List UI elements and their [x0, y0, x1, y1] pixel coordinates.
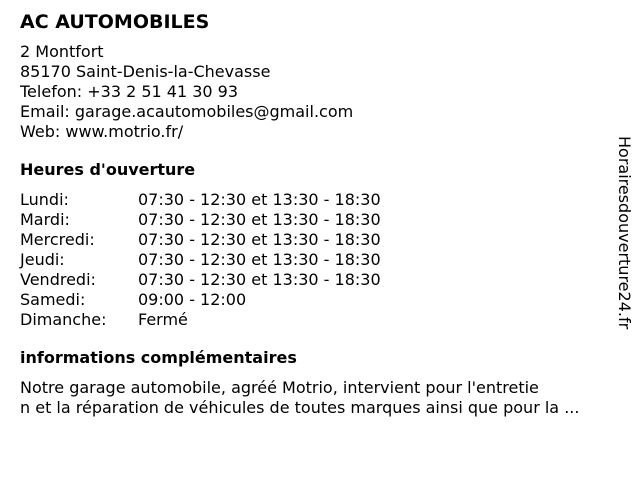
info-text-line: Notre garage automobile, agréé Motrio, intervient pour l'entretie [20, 378, 539, 397]
phone-line: Telefon: +33 2 51 41 30 93 [20, 82, 239, 101]
address-city: 85170 Saint-Denis-la-Chevasse [20, 62, 271, 81]
business-card [20, 10, 620, 418]
day-hours: 07:30 - 12:30 et 13:30 - 18:30 [138, 250, 381, 269]
day-hours: 07:30 - 12:30 et 13:30 - 18:30 [138, 190, 381, 209]
hours-row-monday [20, 190, 620, 210]
hours-row-thursday [20, 250, 620, 270]
day-label: Jeudi: [20, 250, 65, 269]
day-label: Dimanche: [20, 310, 107, 329]
day-label: Mardi: [20, 210, 70, 229]
hours-row-sunday [20, 310, 620, 330]
info-text-line: n et la réparation de véhicules de toutes marques ainsi que pour la ... [20, 398, 580, 417]
address-street: 2 Montfort [20, 42, 104, 61]
hours-row-wednesday [20, 230, 620, 250]
day-hours: 07:30 - 12:30 et 13:30 - 18:30 [138, 270, 381, 289]
day-hours: Fermé [138, 310, 188, 329]
hours-row-friday [20, 270, 620, 290]
day-label: Lundi: [20, 190, 69, 209]
web-line: Web: www.motrio.fr/ [20, 122, 184, 141]
email-line: Email: garage.acautomobiles@gmail.com [20, 102, 354, 121]
info-heading: informations complémentaires [20, 348, 297, 367]
business-name: AC AUTOMOBILES [20, 11, 210, 33]
hours-row-saturday [20, 290, 620, 310]
day-hours: 07:30 - 12:30 et 13:30 - 18:30 [138, 210, 381, 229]
day-hours: 07:30 - 12:30 et 13:30 - 18:30 [138, 230, 381, 249]
hours-row-tuesday [20, 210, 620, 230]
watermark: Horairesdouverture24.fr [615, 136, 634, 330]
day-label: Vendredi: [20, 270, 96, 289]
hours-heading: Heures d'ouverture [20, 160, 196, 179]
day-label: Mercredi: [20, 230, 95, 249]
day-hours: 09:00 - 12:00 [138, 290, 247, 309]
day-label: Samedi: [20, 290, 86, 309]
